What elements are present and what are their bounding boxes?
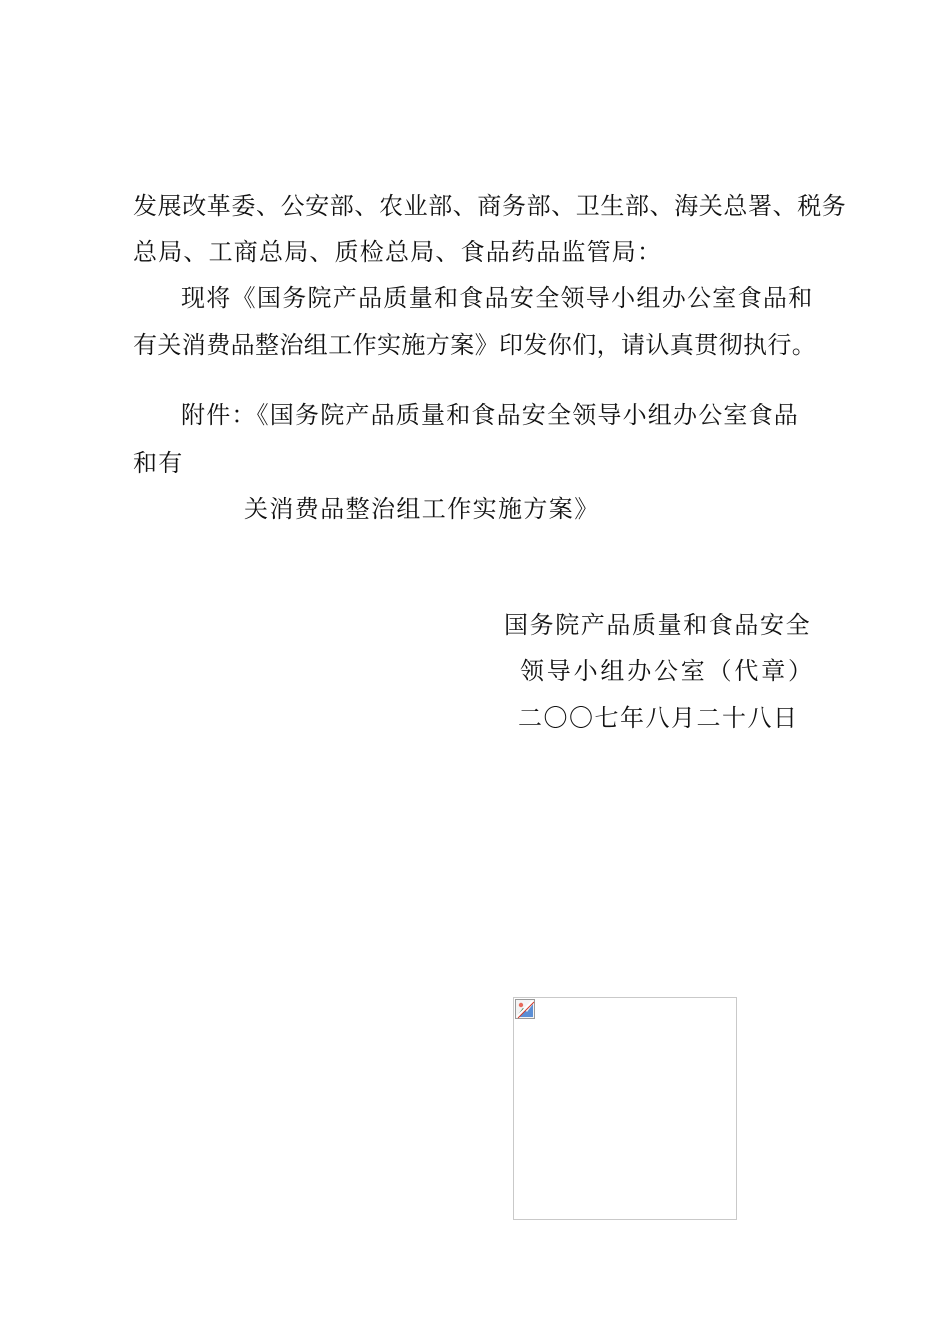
- body-line-1: 现将《国务院产品质量和食品安全领导小组办公室食品和: [181, 284, 814, 312]
- broken-image-icon: [515, 999, 535, 1019]
- signature-org-line-2: 领导小组办公室（代章）: [520, 657, 815, 685]
- attachment-line-2: 和有: [133, 449, 184, 477]
- signature-org-line-1: 国务院产品质量和食品安全: [504, 611, 812, 639]
- body-line-2: 有关消费品整治组工作实施方案》印发你们，请认真贯彻执行。: [133, 331, 817, 359]
- signature-date: 二〇〇七年八月二十八日: [518, 704, 799, 732]
- stamp-image-placeholder: [513, 997, 737, 1220]
- attachment-line-1: 附件：《国务院产品质量和食品安全领导小组办公室食品: [181, 401, 799, 429]
- attachment-line-3: 关消费品整治组工作实施方案》: [244, 495, 600, 523]
- addressees-line-1: 发展改革委、公安部、农业部、商务部、卫生部、海关总署、税务: [133, 192, 847, 220]
- addressees-line-2: 总局、工商总局、质检总局、食品药品监管局：: [133, 238, 663, 266]
